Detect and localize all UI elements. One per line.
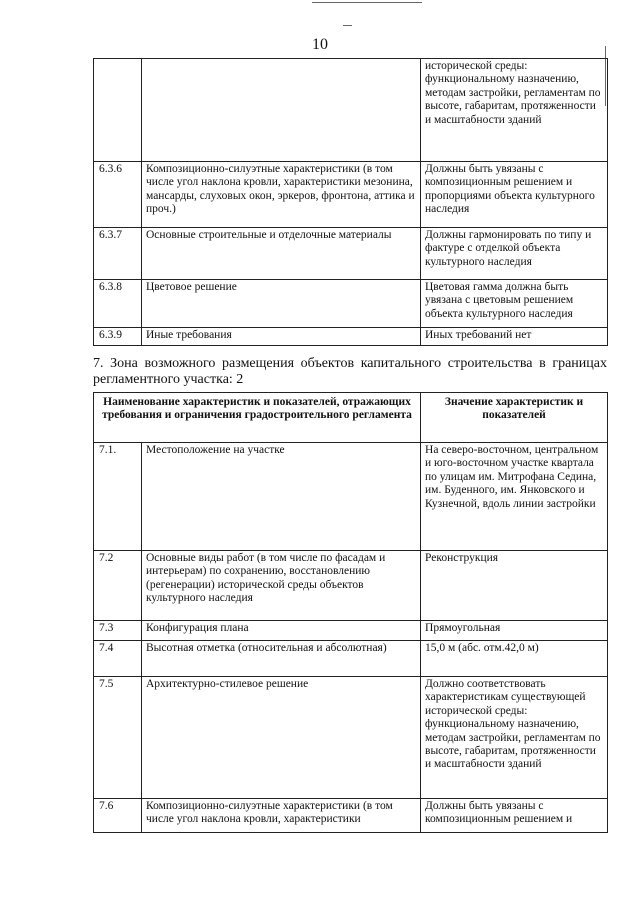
row-value: Должно соответствовать характеристикам существующей исторической среды: функциональному назначению, методам застройки, регламентам по высоте, габаритам, протяженности и масштабности зданий	[421, 677, 608, 799]
row-number: 7.6	[94, 799, 142, 833]
row-characteristic: Цветовое решение	[142, 280, 421, 328]
row-number: 7.4	[94, 641, 142, 677]
table-row	[94, 328, 608, 346]
row-characteristic: Конфигурация плана	[142, 621, 421, 641]
row-characteristic	[142, 59, 421, 162]
row-number: 7.1.	[94, 443, 142, 551]
row-characteristic: Композиционно-силуэтные характеристики (в том числе угол наклона кровли, характеристики мезонина, мансарды, слуховых окон, эркеров, фронтона, аттика и проч.)	[142, 162, 421, 228]
row-value: Должны гармонировать по типу и фактуре с отделкой объекта культурного наследия	[421, 228, 608, 280]
table-row	[94, 799, 608, 833]
row-value: Должны быть увязаны с композиционным решением и	[421, 799, 608, 833]
table-row	[94, 677, 608, 799]
row-number: 6.3.8	[94, 280, 142, 328]
row-value: Должны быть увязаны с композиционным решением и пропорциями объекта культурного наследия	[421, 162, 608, 228]
row-number: 6.3.6	[94, 162, 142, 228]
page-number: 10	[312, 36, 328, 53]
row-characteristic: Местоположение на участке	[142, 443, 421, 551]
column-header-characteristic: Наименование характеристик и показателей, отражающих требования и ограничения градостроительного регламента	[94, 393, 421, 443]
table-row	[94, 443, 608, 551]
row-number: 6.3.7	[94, 228, 142, 280]
row-characteristic: Высотная отметка (относительная и абсолютная)	[142, 641, 421, 677]
row-value: исторической среды: функциональному назначению, методам застройки, регламентам по высоте, габаритам, протяженности и масштабности зданий	[421, 59, 608, 162]
table-header-row	[94, 393, 608, 443]
row-number: 7.5	[94, 677, 142, 799]
table-row	[94, 228, 608, 280]
table-row	[94, 59, 608, 162]
table-row	[94, 551, 608, 621]
zone-requirements-table	[93, 392, 608, 833]
row-characteristic: Композиционно-силуэтные характеристики (в том числе угол наклона кровли, характеристики	[142, 799, 421, 833]
row-value: Иных требований нет	[421, 328, 608, 346]
row-characteristic: Основные виды работ (в том числе по фасадам и интерьерам) по сохранению, восстановлению (регенерации) исторической среды объектов культурного наследия	[142, 551, 421, 621]
row-number: 6.3.9	[94, 328, 142, 346]
column-header-value: Значение характеристик и показателей	[421, 393, 608, 443]
row-number: 7.3	[94, 621, 142, 641]
row-number: 7.2	[94, 551, 142, 621]
row-value: 15,0 м (абс. отм.42,0 м)	[421, 641, 608, 677]
table-row	[94, 280, 608, 328]
table-row	[94, 162, 608, 228]
row-value: Цветовая гамма должна быть увязана с цветовым решением объекта культурного наследия	[421, 280, 608, 328]
scan-artifact-top-line	[312, 2, 422, 3]
table-row	[94, 641, 608, 677]
row-value: Реконструкция	[421, 551, 608, 621]
scan-artifact-dash	[343, 25, 352, 26]
row-value: На северо-восточном, центральном и юго-восточном участке квартала по улицам им. Митрофана Седина, им. Буденного, им. Янковского и Кузнечной, вдоль линии застройки	[421, 443, 608, 551]
row-characteristic: Основные строительные и отделочные материалы	[142, 228, 421, 280]
row-value: Прямоугольная	[421, 621, 608, 641]
row-number	[94, 59, 142, 162]
continued-requirements-table	[93, 58, 608, 346]
row-characteristic: Иные требования	[142, 328, 421, 346]
row-characteristic: Архитектурно-стилевое решение	[142, 677, 421, 799]
table-row	[94, 621, 608, 641]
section-7-heading: 7. Зона возможного размещения объектов капитального строительства в границах регламентного участка: 2	[93, 356, 607, 387]
